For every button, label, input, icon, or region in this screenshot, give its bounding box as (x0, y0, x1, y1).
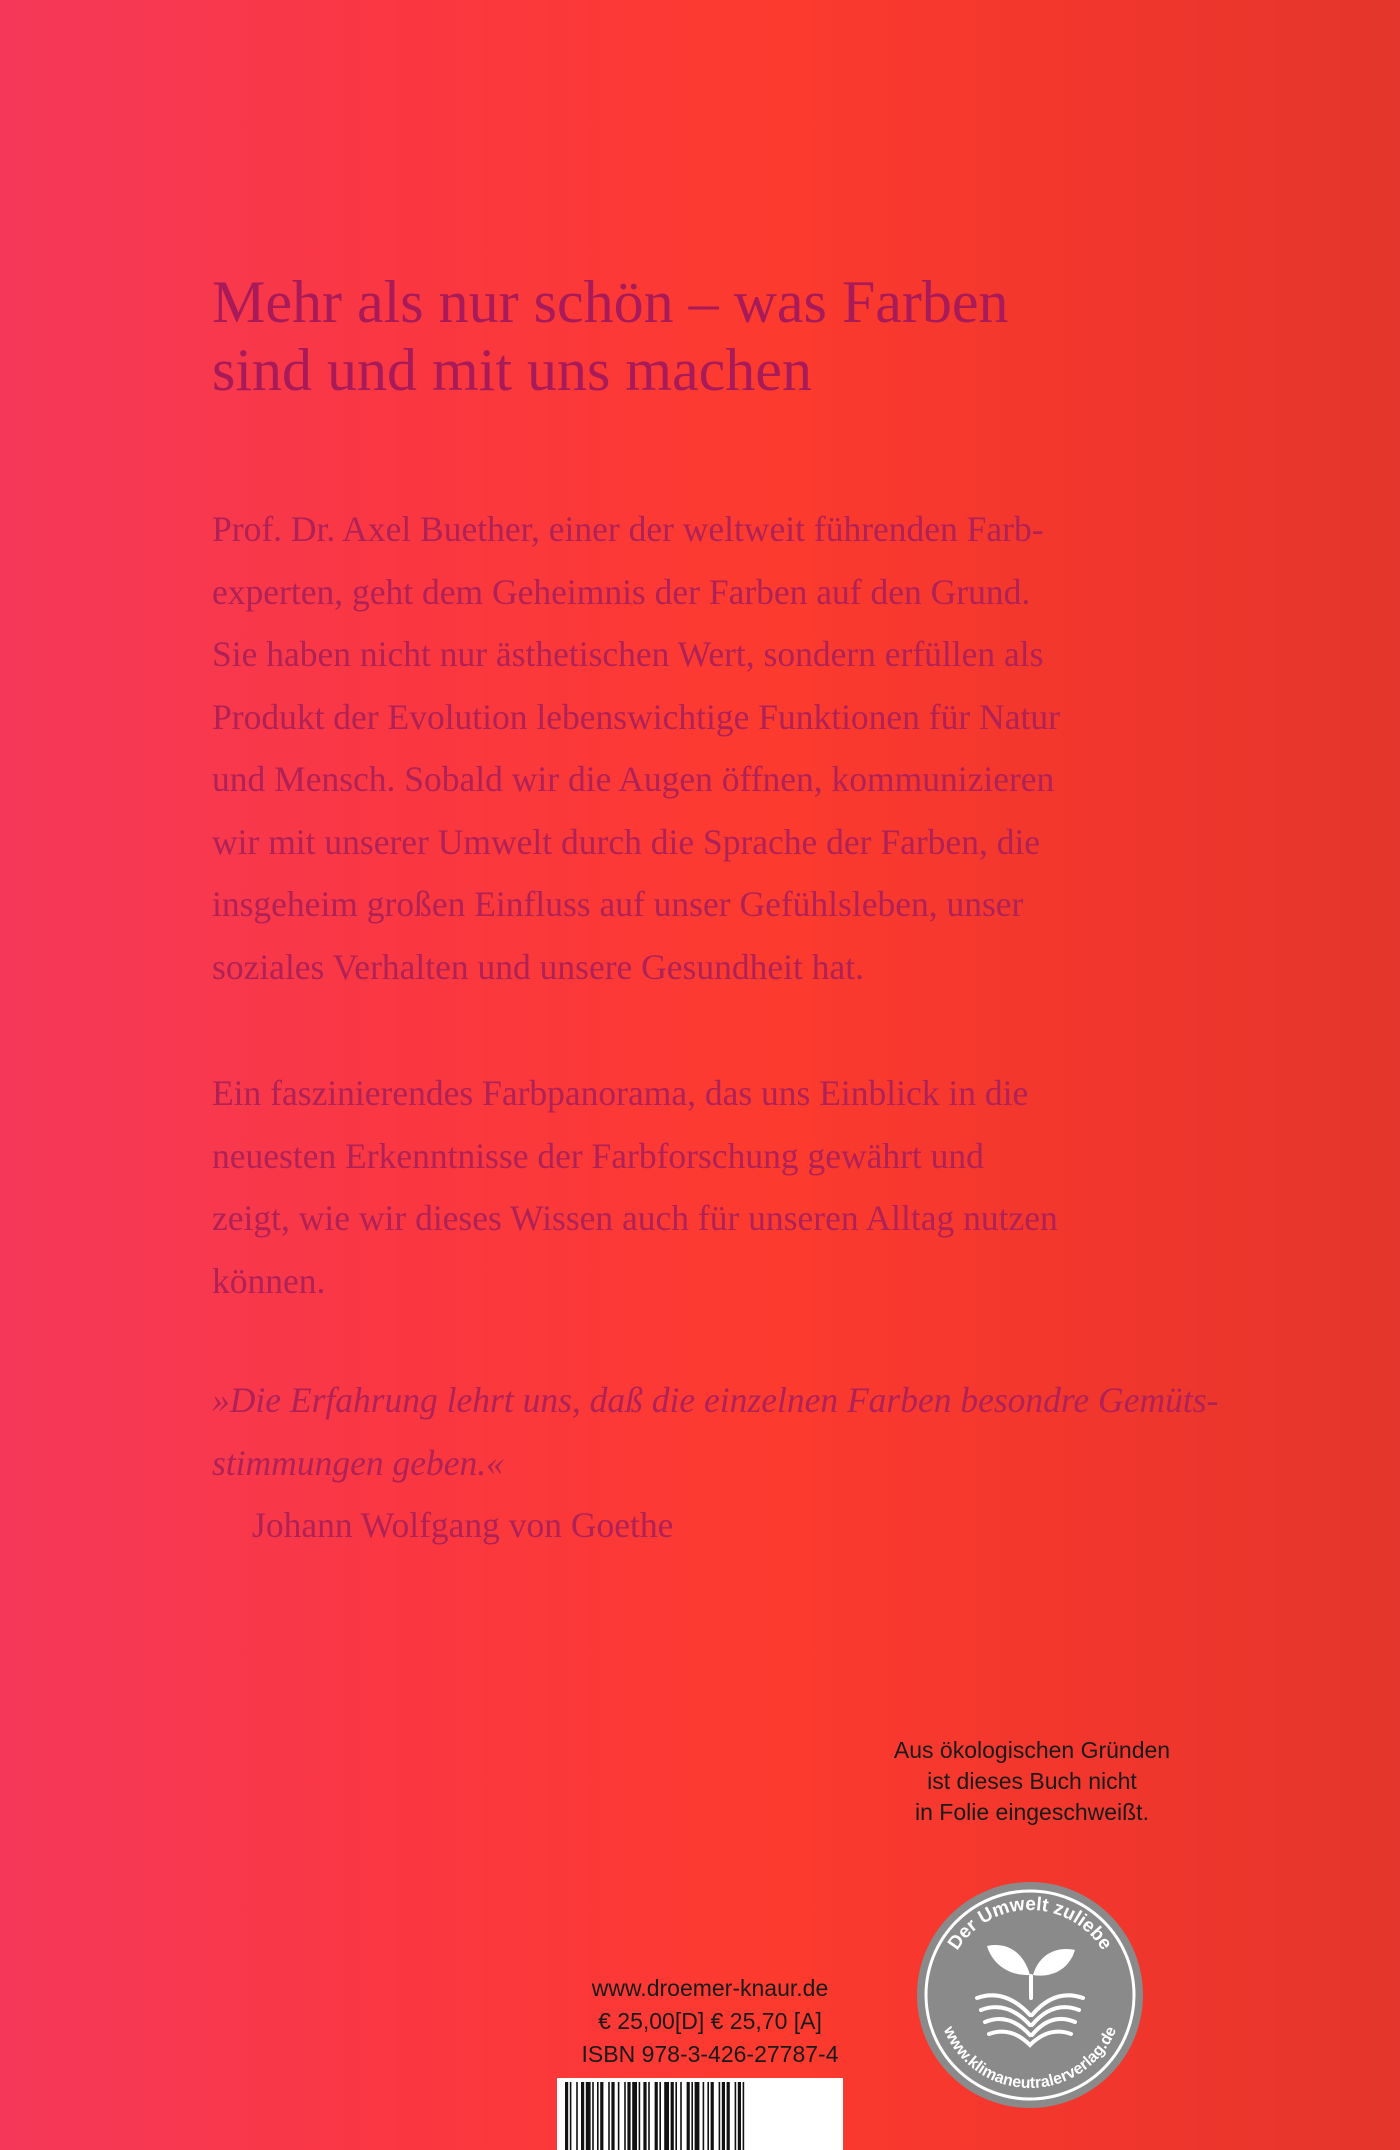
eco-note-line: ist dieses Buch nicht (927, 1768, 1137, 1794)
barcode-bar (735, 2082, 737, 2150)
blurb-line: können. (212, 1260, 326, 1301)
barcode-bar (691, 2082, 693, 2150)
barcode-bar (624, 2082, 626, 2150)
barcode-bars (557, 2078, 843, 2150)
barcode-bar (680, 2082, 682, 2150)
eco-note-line: in Folie eingeschweißt. (915, 1799, 1149, 1825)
publisher-imprint (560, 1972, 860, 2071)
barcode-bar (570, 2082, 572, 2150)
blurb-line: zeigt, wie wir dieses Wissen auch für unseren Alltag nutzen (212, 1198, 1058, 1238)
badge-top-text: Der Umwelt zuliebe (944, 1893, 1117, 1954)
climate-neutral-badge (915, 1880, 1145, 2110)
blurb-paragraph-1 (212, 498, 1212, 998)
quote-text: stimmungen geben.« (212, 1442, 504, 1483)
blurb-line: experten, geht dem Geheimnis der Farben auf den Grund. (212, 571, 1031, 612)
badge-bottom-text: www.klimaneutralerverlag.de (939, 2023, 1121, 2093)
barcode-bar (565, 2082, 568, 2150)
publisher-website: www.droemer-knaur.de (591, 1975, 829, 2001)
blurb-line: Ein faszinierendes Farbpanorama, das uns Einblick in die (212, 1073, 1029, 1113)
barcode-bar (600, 2082, 603, 2150)
barcode-bar (707, 2082, 709, 2150)
barcode-bar (655, 2082, 658, 2150)
blurb-paragraph-2 (212, 1062, 1212, 1312)
quote-author: Johann Wolfgang von Goethe (252, 1505, 674, 1545)
eco-note (862, 1735, 1202, 1828)
barcode-bar (719, 2082, 721, 2150)
barcode-bar (675, 2082, 677, 2150)
barcode-bar (743, 2082, 745, 2150)
headline-line: Mehr als nur schön – was Farben (212, 269, 1009, 335)
barcode-bar (659, 2082, 661, 2150)
isbn-label: ISBN 978-3-426-27787-4 (581, 2041, 839, 2067)
price-label: € 25,00[D] € 25,70 [A] (598, 2008, 822, 2034)
barcode (557, 2078, 843, 2150)
blurb-line: Produkt der Evolution lebenswichtige Funktionen für Natur (212, 696, 1060, 737)
goethe-quote (212, 1369, 1262, 1557)
blurb-line: Prof. Dr. Axel Buether, einer der weltweit führenden Farb- (212, 509, 1044, 549)
headline (212, 268, 1232, 404)
quote-line (212, 1369, 1262, 1432)
blurb-line: wir mit unserer Umwelt durch die Sprache der Farben, die (212, 821, 1041, 862)
blurb-line: soziales Verhalten und unsere Gesundheit hat. (212, 946, 864, 987)
barcode-bar (671, 2082, 674, 2150)
barcode-bar (611, 2082, 614, 2150)
barcode-bar (627, 2082, 630, 2150)
blurb-line: Sie haben nicht nur ästhetischen Wert, sondern erfüllen als (212, 634, 1044, 674)
barcode-bar (722, 2082, 725, 2150)
badge-graphic (915, 1880, 1145, 2110)
blurb-line: und Mensch. Sobald wir die Augen öffnen, kommunizieren (212, 759, 1055, 799)
quote-line (212, 1432, 1262, 1557)
barcode-bar (664, 2082, 669, 2150)
barcode-bar (643, 2082, 646, 2150)
eco-note-line: Aus ökologischen Gründen (893, 1737, 1171, 1763)
barcode-bar (738, 2082, 741, 2150)
barcode-bar (727, 2082, 730, 2150)
blurb-line: insgeheim großen Einfluss auf unser Gefühlsleben, unser (212, 884, 1024, 924)
barcode-bar (576, 2082, 578, 2150)
barcode-bar (586, 2082, 591, 2150)
barcode-bar (592, 2082, 594, 2150)
barcode-bar (618, 2082, 620, 2150)
barcode-bar (687, 2082, 690, 2150)
barcode-bar (639, 2082, 641, 2150)
barcode-bar (711, 2082, 714, 2150)
barcode-bar (703, 2082, 705, 2150)
barcode-bar (581, 2082, 584, 2150)
barcode-bar (608, 2082, 610, 2150)
barcode-bar (695, 2082, 700, 2150)
blurb-line: neuesten Erkenntnisse der Farbforschung gewährt und (212, 1135, 984, 1176)
headline-line: sind und mit uns machen (212, 337, 812, 403)
barcode-bar (597, 2082, 599, 2150)
quote-text: »Die Erfahrung lehrt uns, daß die einzelnen Farben besondre Gemüts- (212, 1380, 1219, 1420)
barcode-bar (648, 2082, 650, 2150)
barcode-bar (632, 2082, 637, 2150)
